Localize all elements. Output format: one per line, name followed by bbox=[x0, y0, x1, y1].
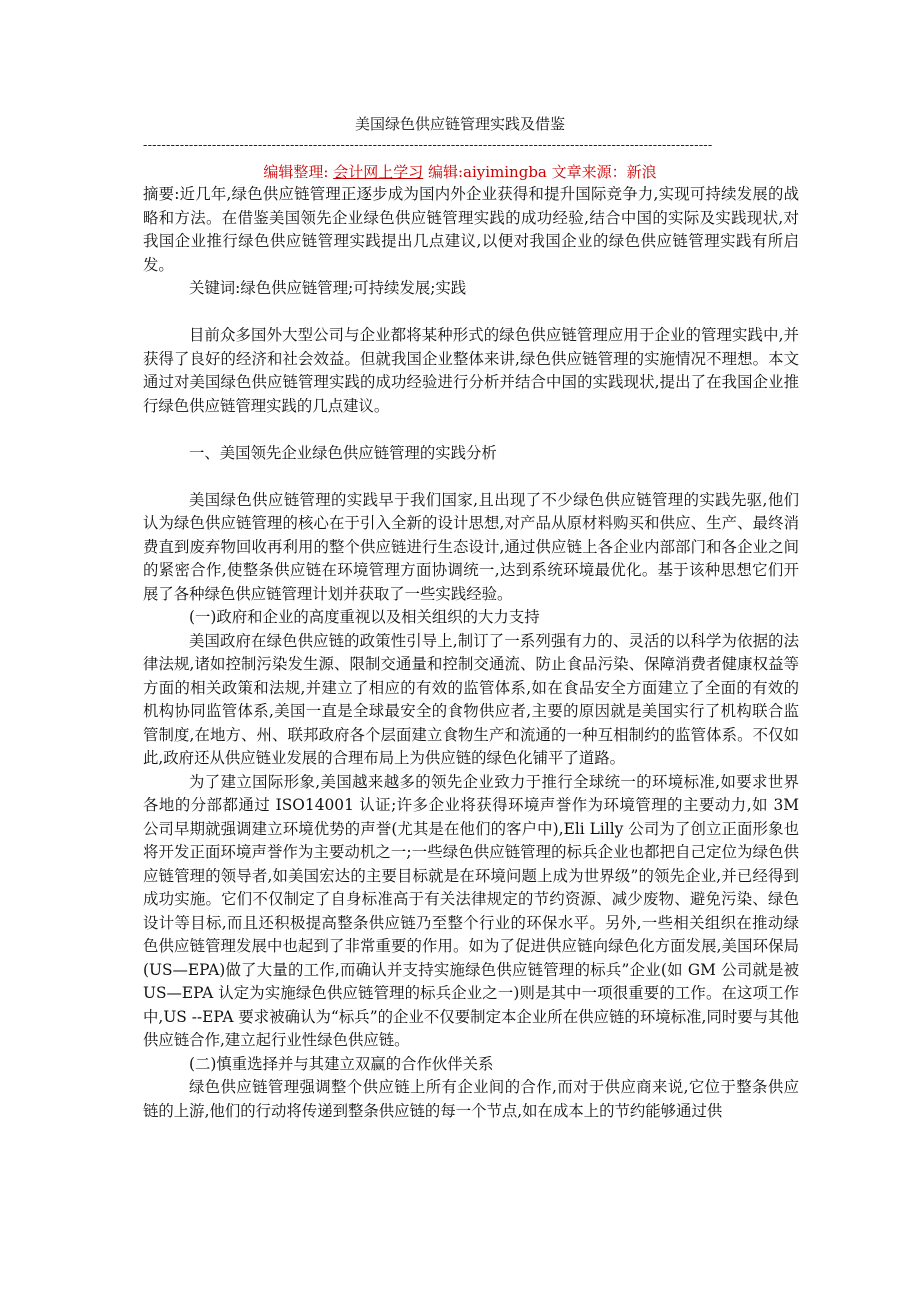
spacer bbox=[143, 301, 799, 325]
subsection-heading: (二)慎重选择并与其建立双赢的合作伙伴关系 bbox=[189, 1054, 494, 1073]
document-title: 美国绿色供应链管理实践及借鉴 bbox=[354, 115, 565, 133]
subsection-heading: (一)政府和企业的高度重视以及相关组织的大力支持 bbox=[189, 608, 540, 626]
spacer bbox=[143, 465, 799, 489]
section-heading: 一、美国领先企业绿色供应链管理的实践分析 bbox=[189, 443, 497, 462]
spacer bbox=[143, 418, 799, 442]
byline-editor-source: 编辑:aiyimingba 文章来源：新浪 bbox=[423, 163, 657, 181]
byline-editor-label: 编辑整理: bbox=[263, 163, 334, 181]
intro-paragraph: 目前众多国外大型公司与企业都将某种形式的绿色供应链管理应用于企业的管理实践中,并获得了良好的经济和社会效益。但就我国企业整体来讲,绿色供应链管理的实施情况不理想。本文通过对美国绿色供应链管理实践的成功经验进行分析并结合中国的实践现状,提出了在我国企业推行绿色供应链管理实践的几点建议。 bbox=[143, 326, 799, 415]
section-paragraph: 美国绿色供应链管理的实践早于我们国家,且出现了不少绿色供应链管理的实践先驱,他们认为绿色供应链管理的核心在于引入全新的设计思想,对产品从原材料购买和供应、生产、最终消费直到废弃物回收再利用的整个供应链进行生态设计,通过供应链上各企业内部部门和各企业之间的紧密合作,使整条供应链在环境管理方面协调统一,达到系统环境最优化。基于该种思想它们开展了各种绿色供应链管理计划并获取了一些实践经验。 bbox=[143, 490, 799, 603]
byline bbox=[0, 160, 920, 184]
byline-source-link[interactable]: 会计网上学习 bbox=[333, 163, 424, 181]
subsection-paragraph: 绿色供应链管理强调整个供应链上所有企业间的合作,而对于供应商来说,它位于整条供应链的上游,他们的行动将传递到整条供应链的每一个节点,如在成本上的节约能够通过供 bbox=[143, 1078, 799, 1120]
keywords-line: 关键词:绿色供应链管理;可持续发展;实践 bbox=[189, 279, 467, 297]
article-body bbox=[143, 183, 799, 1123]
abstract-paragraph: 摘要:近几年,绿色供应链管理正逐步成为国内外企业获得和提升国际竞争力,实现可持续发展的战略和方法。在借鉴美国领先企业绿色供应链管理实践的成功经验,结合中国的实际及实践现状,对我国企业推行绿色供应链管理实践提出几点建议,以便对我国企业的绿色供应链管理实践有所启发。 bbox=[143, 185, 799, 274]
subsection-paragraph: 为了建立国际形象,美国越来越多的领先企业致力于推行全球统一的环境标准,如要求世界各地的分部都通过 ISO14001 认证;许多企业将获得环境声誉作为环境管理的主要动力,如 3M 公司早期就强调建立环境优势的声誉(尤其是在他们的客户中),Eli Lilly 公司为了创立正面形象也将开发正面环境声誉作为主要动机之一;一些绿色供应链管理的标兵企业也都把自己定位为绿色供应链管理的领导者,如美国宏达的主要目标就是在环境问题上成为世界级”的领先企业,并已经得到成功实施。它们不仅制定了自身标准高于有关法律规定的节约资源、减少废物、避免污染、绿色设计等目标,而且还积极提高整条供应链乃至整个行业的环保水平。另外,一些相关组织在推动绿色供应链管理发展中也起到了非常重要的作用。如为了促进供应链向绿色化方面发展,美国环保局(US—EPA)做了大量的工作,而确认并支持实施绿色供应链管理的标兵”企业(如 GM 公司就是被 US—EPA 认定为实施绿色供应链管理的标兵企业之一)则是其中一项很重要的工作。在这项工作中,US --EPA 要求被确认为“标兵”的企业不仅要制定本企业所在供应链的环境标准,同时要与其他供应链合作,建立起行业性绿色供应链。 bbox=[143, 772, 799, 1049]
subsection-paragraph: 美国政府在绿色供应链的政策性引导上,制订了一系列强有力的、灵活的以科学为依据的法律法规,诸如控制污染发生源、限制交通量和控制交通流、防止食品污染、保障消费者健康权益等方面的相关政策和法规,并建立了相应的有效的监管体系,如在食品安全方面建立了全面的有效的机构协同监管体系,美国一直是全球最安全的食物供应者,主要的原因就是美国实行了机构联合监管制度,在地方、州、联邦政府各个层面建立食物生产和流通的一种互相制约的监管体系。不仅如此,政府还从供应链业发展的合理布局上为供应链的绿色化铺平了道路。 bbox=[143, 631, 799, 767]
separator-rule: ---------------------------------------------------------------------------------------------------------------------------- bbox=[143, 139, 713, 153]
